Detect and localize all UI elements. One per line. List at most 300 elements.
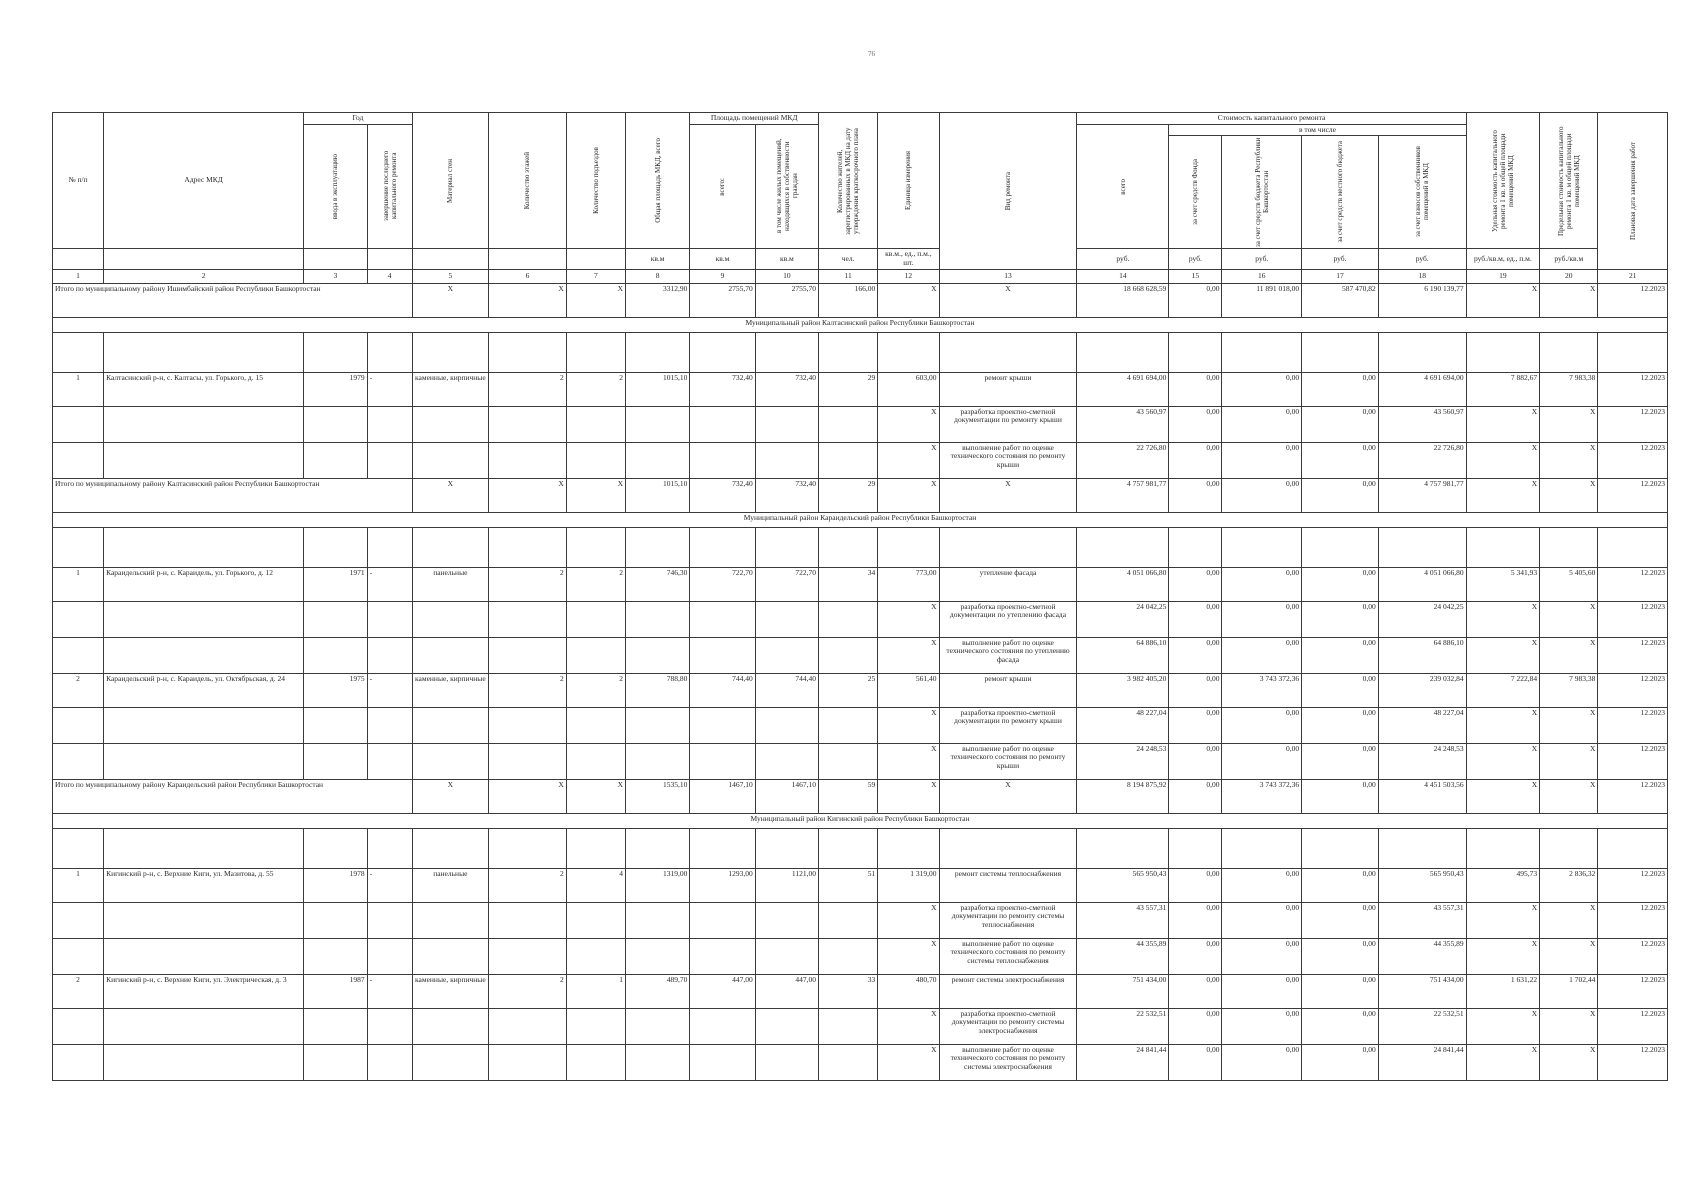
table-cell: [412, 1008, 489, 1044]
table-cell: Караидельский р-н, с. Караидель, ул. Октябрьская, д. 24: [104, 673, 304, 707]
table-cell: 1 319,00: [878, 868, 939, 902]
table-cell: 4 691 694,00: [1077, 372, 1169, 406]
table-cell: [367, 637, 412, 673]
table-cell: [625, 442, 689, 478]
table-cell: [690, 601, 755, 637]
table-cell: X: [1540, 1008, 1598, 1044]
table-cell: 2: [489, 974, 567, 1008]
table-cell: 0,00: [1169, 567, 1222, 601]
spacer-row: [53, 332, 1668, 372]
column-number: 9: [690, 269, 755, 283]
table-cell: [489, 442, 567, 478]
table-cell: 4 691 694,00: [1378, 372, 1466, 406]
table-cell: [412, 938, 489, 974]
header-wall-material: Материал стен: [412, 113, 489, 249]
table-cell: 43 557,31: [1077, 902, 1169, 938]
table-cell: [625, 1044, 689, 1080]
table-cell: [104, 902, 304, 938]
table-cell: X: [1540, 601, 1598, 637]
table-cell: [566, 707, 625, 743]
table-cell: 12.2023: [1598, 567, 1668, 601]
table-cell: X: [1540, 1044, 1598, 1080]
unit-cost-local: руб.: [1302, 249, 1379, 269]
empty-cell: [1540, 527, 1598, 567]
table-cell: [304, 637, 367, 673]
table-cell: [104, 406, 304, 442]
table-cell: [412, 743, 489, 779]
table-cell: X: [489, 283, 567, 317]
unit-residents: чел.: [819, 249, 878, 269]
table-cell: 565 950,43: [1077, 868, 1169, 902]
table-cell: 12.2023: [1598, 1044, 1668, 1080]
table-cell: X: [1540, 637, 1598, 673]
table-cell: 1978: [304, 868, 367, 902]
table-cell: разработка проектно-сметной документации по ремонту системы электроснабжения: [939, 1008, 1077, 1044]
table-cell: 587 470,82: [1302, 283, 1379, 317]
table-cell: 0,00: [1222, 707, 1302, 743]
table-cell: [690, 1044, 755, 1080]
table-cell: [104, 637, 304, 673]
table-cell: 489,70: [625, 974, 689, 1008]
table-cell: [755, 902, 818, 938]
column-number: 17: [1302, 269, 1379, 283]
table-cell: 1467,10: [755, 779, 818, 813]
table-cell: [819, 902, 878, 938]
table-cell: 773,00: [878, 567, 939, 601]
table-cell: 12.2023: [1598, 442, 1668, 478]
column-number: 20: [1540, 269, 1598, 283]
table-cell: 1293,00: [690, 868, 755, 902]
table-cell: [489, 406, 567, 442]
empty-cell: [939, 527, 1077, 567]
table-cell: 0,00: [1169, 938, 1222, 974]
table-cell: разработка проектно-сметной документации по утеплению фасада: [939, 601, 1077, 637]
table-cell: 0,00: [1302, 372, 1379, 406]
table-cell: X: [566, 478, 625, 512]
table-cell: 22 532,51: [1077, 1008, 1169, 1044]
empty-cell: [625, 527, 689, 567]
table-cell: ремонт крыши: [939, 673, 1077, 707]
table-cell: 24 841,44: [1077, 1044, 1169, 1080]
table-cell: 0,00: [1302, 938, 1379, 974]
table-cell: 0,00: [1169, 673, 1222, 707]
table-cell: 0,00: [1302, 673, 1379, 707]
empty-cell: [1466, 332, 1540, 372]
table-cell: 0,00: [1222, 974, 1302, 1008]
table-cell: [489, 938, 567, 974]
table-cell: X: [489, 779, 567, 813]
unit-cost-owners: руб.: [1378, 249, 1466, 269]
table-cell: [566, 902, 625, 938]
unit-total-area: кв.м: [625, 249, 689, 269]
empty-cell: [1222, 527, 1302, 567]
table-cell: 0,00: [1302, 601, 1379, 637]
district-total-row: [53, 779, 1668, 813]
table-cell: [304, 601, 367, 637]
table-cell: панельные: [412, 868, 489, 902]
table-cell: 22 726,80: [1077, 442, 1169, 478]
empty-cell: [1466, 527, 1540, 567]
header-cost-owners: за счет взносов собственников помещений в МКД: [1378, 136, 1466, 249]
table-cell: [819, 601, 878, 637]
table-cell: [755, 938, 818, 974]
work-subrow: [53, 743, 1668, 779]
table-cell: 33: [819, 974, 878, 1008]
column-number: 5: [412, 269, 489, 283]
table-cell: 3 743 372,36: [1222, 673, 1302, 707]
table-cell: [819, 707, 878, 743]
column-number: 6: [489, 269, 567, 283]
column-number: 15: [1169, 269, 1222, 283]
table-cell: X: [1466, 743, 1540, 779]
table-cell: 0,00: [1222, 372, 1302, 406]
empty-cell: [1077, 828, 1169, 868]
table-cell: [304, 902, 367, 938]
table-cell: 2: [566, 372, 625, 406]
table-cell: 1987: [304, 974, 367, 1008]
table-cell: панельные: [412, 567, 489, 601]
column-number: 18: [1378, 269, 1466, 283]
empty-cell: [412, 527, 489, 567]
section-row: [53, 512, 1668, 527]
work-subrow: [53, 707, 1668, 743]
table-cell: 1979: [304, 372, 367, 406]
table-cell: [625, 637, 689, 673]
table-cell: [367, 1008, 412, 1044]
table-cell: 2 836,32: [1540, 868, 1598, 902]
table-cell: X: [878, 707, 939, 743]
table-cell: [412, 601, 489, 637]
table-cell: 7 983,38: [1540, 673, 1598, 707]
table-cell: 12.2023: [1598, 868, 1668, 902]
table-cell: [412, 902, 489, 938]
table-cell: X: [489, 478, 567, 512]
empty-cell: [1598, 828, 1668, 868]
table-cell: X: [1540, 743, 1598, 779]
column-number: 7: [566, 269, 625, 283]
table-cell: 1975: [304, 673, 367, 707]
table-cell: [755, 707, 818, 743]
unit-limit-cost: руб./кв.м: [1540, 249, 1598, 269]
table-cell: 0,00: [1169, 601, 1222, 637]
table-cell: [690, 1008, 755, 1044]
header-year-group: Год: [304, 113, 412, 125]
table-cell: 1: [566, 974, 625, 1008]
empty-cell: [566, 828, 625, 868]
table-cell: 29: [819, 372, 878, 406]
table-cell: [755, 406, 818, 442]
header-cost-total: всего: [1077, 124, 1169, 249]
table-cell: 751 434,00: [1077, 974, 1169, 1008]
table-cell: X: [878, 283, 939, 317]
table-cell: [625, 902, 689, 938]
empty-cell: [1598, 332, 1668, 372]
table-cell: 1: [53, 372, 104, 406]
work-subrow: [53, 938, 1668, 974]
building-row: [53, 974, 1668, 1008]
spacer-row: [53, 828, 1668, 868]
table-cell: 34: [819, 567, 878, 601]
table-cell: 0,00: [1169, 1044, 1222, 1080]
table-cell: 12.2023: [1598, 707, 1668, 743]
table-cell: 0,00: [1169, 442, 1222, 478]
header-specific-cost: Удельная стоимость капитального ремонта 1 кв. м общей площади помещений МКД: [1466, 113, 1540, 249]
table-cell: 0,00: [1222, 478, 1302, 512]
table-cell: 0,00: [1222, 406, 1302, 442]
column-number: 3: [304, 269, 367, 283]
empty-cell: [878, 527, 939, 567]
empty-cell: [367, 527, 412, 567]
table-cell: X: [939, 478, 1077, 512]
table-cell: 7 983,38: [1540, 372, 1598, 406]
table-cell: 12.2023: [1598, 938, 1668, 974]
empty-cell: [304, 527, 367, 567]
table-cell: 0,00: [1169, 637, 1222, 673]
table-cell: X: [1540, 707, 1598, 743]
empty-cell: [412, 332, 489, 372]
table-cell: [367, 743, 412, 779]
table-cell: 1971: [304, 567, 367, 601]
table-cell: 11 891 018,00: [1222, 283, 1302, 317]
table-cell: выполнение работ по оценке технического состояния по ремонту системы электроснабжения: [939, 1044, 1077, 1080]
table-cell: 24 042,25: [1077, 601, 1169, 637]
empty-cell: [1540, 828, 1598, 868]
table-cell: [625, 938, 689, 974]
table-cell: [412, 707, 489, 743]
empty-cell: [1302, 332, 1379, 372]
table-cell: [566, 938, 625, 974]
table-cell: разработка проектно-сметной документации по ремонту системы теплоснабжения: [939, 902, 1077, 938]
table-cell: выполнение работ по оценке технического состояния по ремонту системы теплоснабжения: [939, 938, 1077, 974]
empty-cell: [690, 527, 755, 567]
table-cell: 0,00: [1302, 707, 1379, 743]
header-cost-group: Стоимость капитального ремонта: [1077, 113, 1466, 125]
table-cell: 12.2023: [1598, 779, 1668, 813]
table-cell: [690, 442, 755, 478]
table-cell: [625, 406, 689, 442]
building-row: [53, 673, 1668, 707]
district-total-row: [53, 478, 1668, 512]
table-cell: X: [1540, 779, 1598, 813]
table-cell: [755, 442, 818, 478]
table-cell: [53, 406, 104, 442]
table-cell: 43 560,97: [1378, 406, 1466, 442]
column-number: 11: [819, 269, 878, 283]
column-number: 4: [367, 269, 412, 283]
table-cell: 12.2023: [1598, 673, 1668, 707]
spacer-row: [53, 527, 1668, 567]
header-incl: в том числе: [1169, 124, 1466, 136]
section-row: [53, 317, 1668, 332]
table-cell: 0,00: [1302, 567, 1379, 601]
header-premises-residential: в том числе жилых помещений, находящихся в собственности граждан: [755, 124, 818, 249]
header-cost-republic: за счет средств бюджета Республики Башкортостан: [1222, 136, 1302, 249]
table-cell: [690, 743, 755, 779]
table-cell: выполнение работ по оценке технического состояния по ремонту крыши: [939, 743, 1077, 779]
column-number: 1: [53, 269, 104, 283]
table-cell: 166,00: [819, 283, 878, 317]
table-cell: [625, 707, 689, 743]
table-cell: 744,40: [690, 673, 755, 707]
table-cell: 12.2023: [1598, 372, 1668, 406]
empty-cell: [819, 828, 878, 868]
table-cell: X: [939, 283, 1077, 317]
table-cell: 22 532,51: [1378, 1008, 1466, 1044]
district-total-label: Итого по муниципальному району Ишимбайский район Республики Башкортостан: [53, 283, 413, 317]
empty-cell: [1378, 828, 1466, 868]
header-cost-fund: за счет средств Фонда: [1169, 136, 1222, 249]
table-cell: [489, 707, 567, 743]
table-cell: X: [1466, 601, 1540, 637]
empty-cell: [1378, 527, 1466, 567]
table-cell: 751 434,00: [1378, 974, 1466, 1008]
table-cell: [819, 1008, 878, 1044]
table-cell: X: [1540, 478, 1598, 512]
table-cell: [412, 637, 489, 673]
table-cell: 2: [489, 868, 567, 902]
table-cell: [53, 938, 104, 974]
table-cell: X: [566, 779, 625, 813]
table-cell: 0,00: [1169, 478, 1222, 512]
table-cell: 0,00: [1222, 567, 1302, 601]
empty-cell: [304, 332, 367, 372]
table-cell: 722,70: [690, 567, 755, 601]
empty-cell: [53, 332, 104, 372]
district-total-label: Итого по муниципальному району Караидельский район Республики Башкортостан: [53, 779, 413, 813]
empty-cell: [367, 332, 412, 372]
table-cell: 4 051 066,80: [1077, 567, 1169, 601]
column-number: 10: [755, 269, 818, 283]
table-cell: 0,00: [1222, 1008, 1302, 1044]
table-cell: 480,70: [878, 974, 939, 1008]
empty-cell: [1169, 828, 1222, 868]
header-year-commission: ввода в эксплуатацию: [304, 124, 367, 249]
table-cell: X: [1540, 902, 1598, 938]
table-cell: 0,00: [1169, 974, 1222, 1008]
column-numbers-row: [53, 269, 1668, 283]
header-total-area: Общая площадь МКД, всего: [625, 113, 689, 249]
table-cell: 4: [566, 868, 625, 902]
table-cell: 7 222,84: [1466, 673, 1540, 707]
table-cell: 0,00: [1302, 478, 1379, 512]
table-cell: [304, 1044, 367, 1080]
table-cell: 43 560,97: [1077, 406, 1169, 442]
table-cell: [690, 406, 755, 442]
table-cell: 0,00: [1302, 779, 1379, 813]
table-cell: X: [878, 406, 939, 442]
table-cell: X: [1466, 283, 1540, 317]
header-planned-date: Плановая дата завершения работ: [1598, 113, 1668, 270]
empty-cell: [690, 332, 755, 372]
column-number: 2: [104, 269, 304, 283]
table-cell: [367, 1044, 412, 1080]
empty-cell: [939, 332, 1077, 372]
work-subrow: [53, 1008, 1668, 1044]
unit-premises-total: кв.м: [690, 249, 755, 269]
column-number: 13: [939, 269, 1077, 283]
table-cell: 2755,70: [755, 283, 818, 317]
empty-cell: [566, 527, 625, 567]
table-cell: [755, 1044, 818, 1080]
table-cell: выполнение работ по оценке технического состояния по ремонту крыши: [939, 442, 1077, 478]
table-cell: X: [878, 601, 939, 637]
table-cell: X: [1466, 478, 1540, 512]
table-cell: [690, 707, 755, 743]
table-cell: 0,00: [1222, 868, 1302, 902]
table-cell: [625, 1008, 689, 1044]
table-cell: 3 982 405,20: [1077, 673, 1169, 707]
table-cell: [53, 442, 104, 478]
table-cell: [566, 1044, 625, 1080]
table-cell: 0,00: [1302, 902, 1379, 938]
table-cell: X: [566, 283, 625, 317]
table-cell: X: [1466, 779, 1540, 813]
table-cell: [819, 442, 878, 478]
table-cell: [755, 743, 818, 779]
table-cell: 18 668 628,59: [1077, 283, 1169, 317]
table-cell: 0,00: [1302, 406, 1379, 442]
table-cell: 2: [489, 673, 567, 707]
table-cell: X: [878, 1044, 939, 1080]
work-subrow: [53, 902, 1668, 938]
table-cell: 0,00: [1169, 743, 1222, 779]
table-cell: 25: [819, 673, 878, 707]
table-cell: 239 032,84: [1378, 673, 1466, 707]
table-cell: 447,00: [690, 974, 755, 1008]
table-cell: 0,00: [1222, 637, 1302, 673]
table-cell: 0,00: [1222, 743, 1302, 779]
table-cell: X: [878, 902, 939, 938]
table-cell: [489, 902, 567, 938]
section-title: Муниципальный район Калтасинский район Республики Башкортостан: [53, 317, 1668, 332]
section-title: Муниципальный район Караидельский район Республики Башкортостан: [53, 512, 1668, 527]
empty-cell: [304, 828, 367, 868]
table-cell: 2: [566, 567, 625, 601]
empty-cell: [489, 828, 567, 868]
empty-cell: [878, 332, 939, 372]
table-cell: 24 248,53: [1378, 743, 1466, 779]
table-cell: 29: [819, 478, 878, 512]
empty-cell: [625, 332, 689, 372]
table-cell: X: [1466, 707, 1540, 743]
empty-cell: [1077, 332, 1169, 372]
district-total-label: Итого по муниципальному району Калтасинский район Республики Башкортостан: [53, 478, 413, 512]
header-unit: Единица измерения: [878, 113, 939, 249]
unit-cost-fund: руб.: [1169, 249, 1222, 269]
table-cell: [566, 637, 625, 673]
empty-cell: [690, 828, 755, 868]
work-subrow: [53, 1044, 1668, 1080]
table-cell: [819, 938, 878, 974]
table-cell: 2755,70: [690, 283, 755, 317]
header-no: № п/п: [53, 113, 104, 249]
table-cell: ремонт системы электроснабжения: [939, 974, 1077, 1008]
table-cell: [304, 743, 367, 779]
table-cell: [489, 601, 567, 637]
empty-cell: [489, 332, 567, 372]
table-cell: 565 950,43: [1378, 868, 1466, 902]
table-cell: 0,00: [1169, 406, 1222, 442]
table-cell: 5 341,93: [1466, 567, 1540, 601]
table-cell: 1467,10: [690, 779, 755, 813]
empty-cell: [367, 828, 412, 868]
table-cell: [625, 601, 689, 637]
table-cell: [367, 902, 412, 938]
table-cell: 2: [53, 974, 104, 1008]
table-cell: ремонт системы теплоснабжения: [939, 868, 1077, 902]
table-cell: 0,00: [1169, 868, 1222, 902]
empty-cell: [878, 828, 939, 868]
